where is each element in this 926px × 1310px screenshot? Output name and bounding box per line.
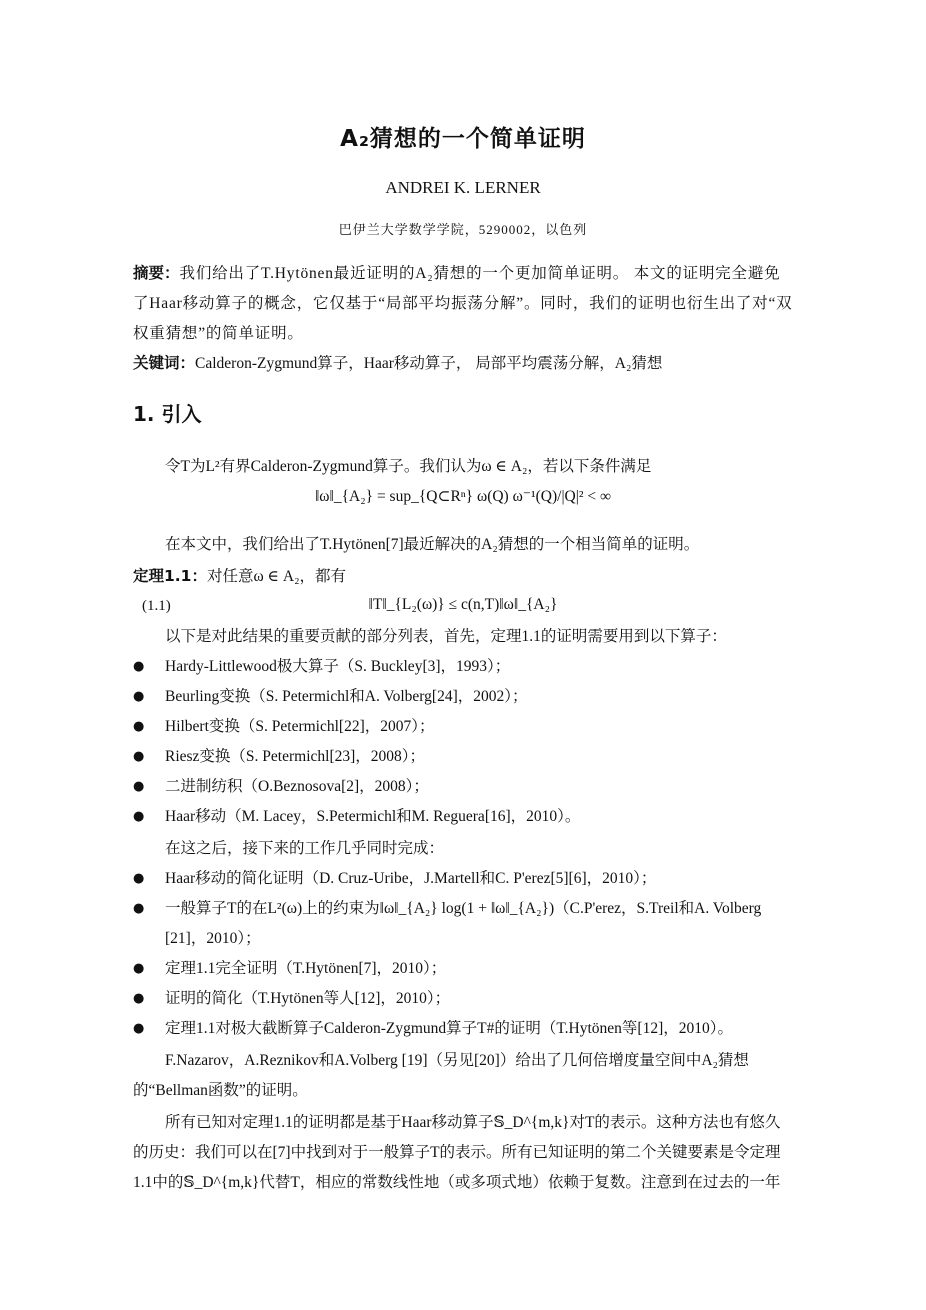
- list-item: ● 一般算子T的在L²(ω)上的约束为‖ω‖_{A₂} log(1 + ‖ω‖_{A₂})（C.P'erez，S.Treil和A. Volberg [21]，2010）；: [133, 894, 793, 954]
- paper-title: A₂猜想的一个简单证明: [340, 126, 586, 152]
- paragraph-3: 以下是对此结果的重要贡献的部分列表，首先，定理1.1的证明需要用到以下算子：: [165, 628, 727, 645]
- keywords-label: 关键词：: [133, 354, 196, 372]
- list-item: ● 定理1.1对极大截断算子Calderon-Zygmund算子T#的证明（T.Hytönen等[12]，2010）。: [133, 1014, 793, 1044]
- theorem-text: 对任意ω ∈ A₂，都有: [206, 568, 346, 585]
- list-item: ● 证明的简化（T.Hytönen等人[12]，2010）；: [133, 984, 793, 1014]
- affiliation: 巴伊兰大学数学学院，5290002，以色列: [338, 222, 588, 237]
- author-name: ANDREI K. LERNER: [385, 178, 541, 197]
- keywords-text: Calderon-Zygmund算子，Haar移动算子， 局部平均震荡分解，A₂猜想: [195, 355, 663, 372]
- list-item: ● Haar移动（M. Lacey，S.Petermichl和M. Reguera[16]，2010）。: [133, 802, 793, 832]
- theorem-label: 定理1.1：: [133, 567, 207, 585]
- abstract-label: 摘要：: [133, 264, 180, 282]
- contributions-list: [133, 652, 793, 832]
- list-item: ● Beurling变换（S. Petermichl和A. Volberg[24]，2002）；: [133, 682, 793, 712]
- list-item: ● 定理1.1完全证明（T.Hytönen[7]，2010）；: [133, 954, 793, 984]
- abstract: [133, 258, 793, 349]
- a2-definition-formula: ‖ω‖_{A₂} = sup_{Q⊂Rⁿ} ω(Q) ω⁻¹(Q)/|Q|² < ∞: [314, 488, 612, 505]
- followup-list: [133, 864, 793, 1044]
- list-item: ● Hardy-Littlewood极大算子（S. Buckley[3]，1993）；: [133, 652, 793, 682]
- paragraph-6: 所有已知对定理1.1的证明都是基于Haar移动算子𝕊_D^{m,k}对T的表示。这种方法也有悠久的历史：我们可以在[7]中找到对于一般算子T的表示。所有已知证明的第二个关键要素是令定理1.1中的𝕊_D^{m,k}代替T，相应的常数线性地（或多项式地）依赖于复数。注意到在过去的一年: [133, 1114, 781, 1191]
- list-item: ● Haar移动的简化证明（D. Cruz-Uribe，J.Martell和C. P'erez[5][6]，2010）；: [133, 864, 793, 894]
- keywords: [133, 348, 793, 379]
- abstract-text: 我们给出了T.Hytönen最近证明的A₂猜想的一个更加简单证明。 本文的证明完全避免了Haar移动算子的概念，它仅基于“局部平均振荡分解”。同时，我们的证明也衍生出了对“双权重猜想”的简单证明。: [133, 265, 793, 342]
- section-heading: 1. 引入: [133, 402, 202, 426]
- paragraph-5: F.Nazarov，A.Reznikov和A.Volberg [19]（另见[20]）给出了几何倍增度量空间中A₂猜想的“Bellman函数”的证明。: [133, 1052, 749, 1099]
- list-item: ● Hilbert变换（S. Petermichl[22]，2007）；: [133, 712, 793, 742]
- theorem: [133, 561, 793, 592]
- intro-paragraph: 令T为L²有界Calderon-Zygmund算子。我们认为ω ∈ A₂，若以下条件满足: [165, 458, 652, 475]
- equation-1-1: ‖T‖_{L₂(ω)} ≤ c(n,T)‖ω‖_{A₂}: [368, 596, 558, 613]
- equation-number: (1.1): [142, 598, 171, 614]
- list-item: ● Riesz变换（S. Petermichl[23]，2008）；: [133, 742, 793, 772]
- paragraph-2: 在本文中，我们给出了T.Hytönen[7]最近解决的A₂猜想的一个相当简单的证明。: [165, 536, 700, 553]
- paragraph-4: 在这之后，接下来的工作几乎同时完成：: [165, 840, 445, 857]
- list-item: ● 二进制纺积（O.Beznosova[2]，2008）；: [133, 772, 793, 802]
